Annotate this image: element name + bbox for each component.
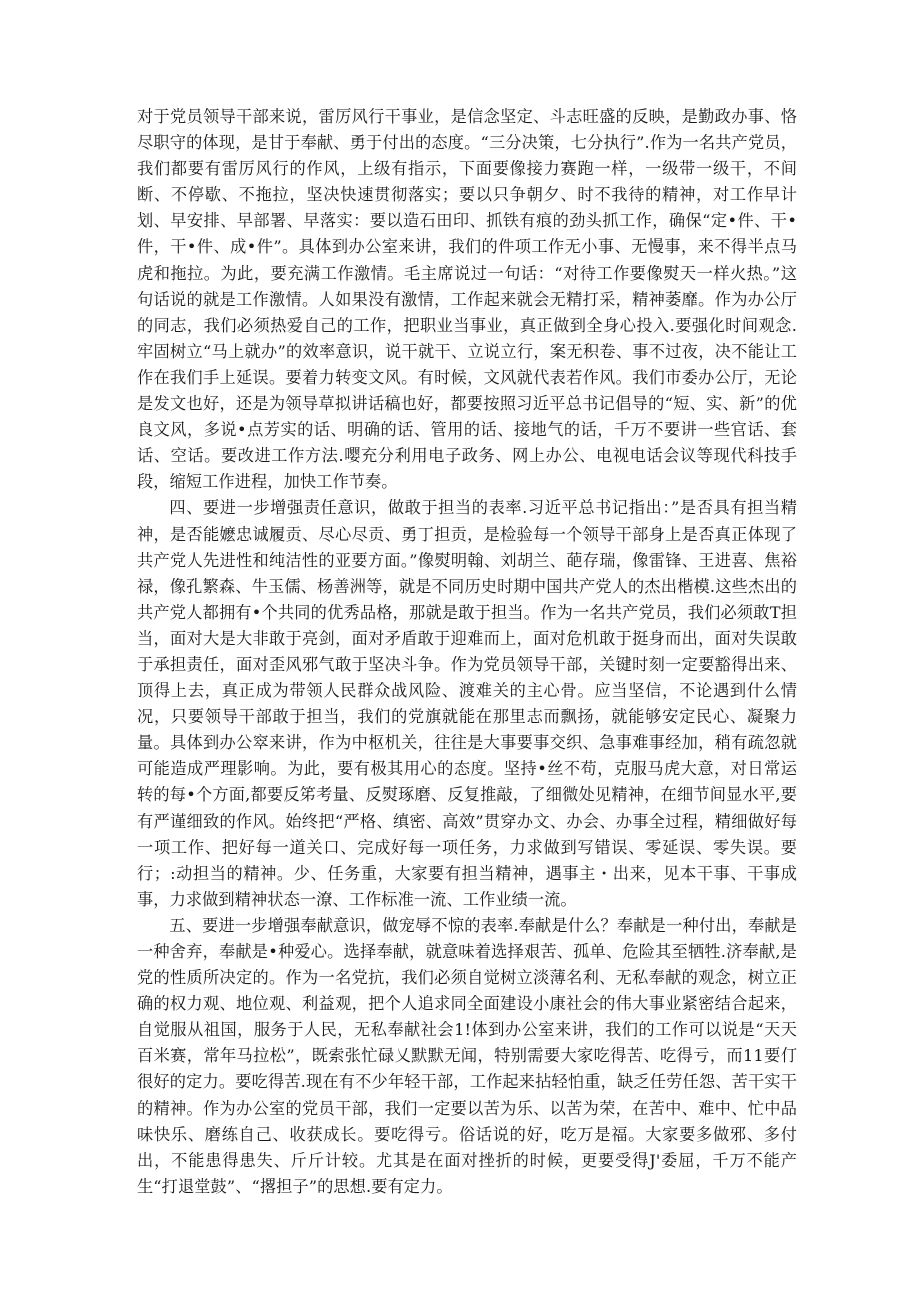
document-page (137, 104, 797, 1200)
paragraph-responsibility: 四、要进一步增强责任意识，做敢于担当的表率.习近平总书记指出：”是否具有担当精神，是否能嬷忠诚履贡、尽心尽贡、勇丁担贡，是检验每一个领导干部身上是否真正体现了共产党人先进性和纯洁性的亚要方面。”像熨明翰、刘胡兰、葩存瑞，像雷锋、王进喜、焦裕禄，像孔繁森、牛玉儒、杨善洲等，就是不同历史时期中国共产党人的杰出楷模.这些杰出的共产党人都拥有•个共同的优秀品格，那就是敢于担当。作为一名共产党员，我们必须敢T担当，面对大是大非敢于亮剑，面对矛盾敢于迎难而上，面对危机敢于挺身而出，面对失误敢于承担责任，面对歪风邪气敢于坚决斗争。作为党员领导干部，关键时刻一定要豁得出来、顶得上去，真正成为带领人民群众战风险、渡难关的主心骨。应当坚信，不论遇到什么情况，只要领导干部敢于担当，我们的党旗就能在那里志而飘扬，就能够安定民心、凝聚力量。具体到办公窣来讲，作为中枢机关，往往是大事要事交织、急事难事经加，稍有疏忽就可能造成严理影响。为此，要有极其用心的态度。坚持•丝不苟，克服马虎大意，对日常运转的每•个方面,都要反笫考量、反熨琢磨、反复推敲，了细微处见精神，在细节间显水平,要有严谨细致的作风。始终把“严格、缜密、高效”贯穿办文、办会、办事全过程，精细做好每一项工作、把好每一道关口、完成好每一项任务，力求做到写错误、零延误、零失误。要行；:动担当的精神。少、任务重，大家要有担当精神，遇事主・出来，见本干事、干事成事，力求做到精神状态一潦、工作标准一流、工作业绩一流。 (137, 498, 797, 909)
paragraph-dedication: 五、要进一步增强奉献意识，做宠辱不惊的表率.奉献是什么？奉献是一种付出，奉献是一种舍弃，奉献是•种爱心。选择奉献，就意味着选择艰苦、孤单、危险其至牺牲.济奉献,是党的性质所决定的。作为一名党抗，我们必须自觉树立淡薄名利、无私奉献的观念，树立正确的权力观、地位观、利益观，把个人追求同全面建设小康社会的伟大事业紧密结合起来，自觉服从祖国，服务于人民，无私奉献社会1!体到办公室来讲，我们的工作可以说是“天天百米赛，常年马拉松”，既索张忙碌乂默默无闻，特别需要大家吃得苦、吃得亏，而11要仃很好的定力。要吃得苦.现在有不少年轻干部，工作起来拈轻怕重，缺乏任劳任怨、苦干实干的精神。作为办公室的党员干部，我们一定要以苦为乐、以苦为荣，在苦中、难中、忙中品味快乐、磨练自己、收获成长。要吃得亏。俗话说的好，吃万是福。大家要多做邪、多付出，不能患得患失、斤斤计较。尤其是在面对挫折的时候，更要受得J'委屈，千万不能产生“打退堂鼓”、“撂担子”的思想.要有定力。 (137, 915, 797, 1196)
paragraph-work-style: 对于党员领导干部来说，雷厉风行干事业，是信念坚定、斗志旺盛的反映，是勤政办事、恪尽职守的体现，是甘于奉献、勇于付出的态度。“三分决策，七分执行”.作为一名共产党员，我们都要有雷厉风行的作风，上级有指示，下面要像接力赛跑一样，一级带一级干，不间断、不停歇、不拖拉，坚决快速贯彻落实；要以只争朝夕、时不我待的精神，对工作早计划、早安排、早部署、早落实：要以造石田印、抓铁有痕的劲头抓工作，确保“定•件、干•件，干•件、成•件”。具体到办公室来讲，我们的件项工作无小事、无慢事，来不得半点马虎和拖拉。为此，要充满工作激情。毛主席说过一句话：“对待工作要像熨天一样火热。”这句话说的就是工作激情。人如果没有激情，工作起来就会无精打采，精神萎靡。作为办公厅的同志，我们必须热爱自己的工作，把职业当事业，真正做到全身心投入.要强化时间观念.牢固树立“马上就办”的效率意识，说干就干、立说立行，案无积卷、事不过夜，决不能让工作在我们手上延误。要着力转变文风。有时候，文风就代表若作风。我们市委办公厅，无论是发文也好，还是为领导草拟讲话稿也好，都要按照习近平总书记倡导的“短、实、新”的优良文风，多说•点芳实的话、明确的话、管用的话、接地气的话，千万不要讲一些官话、套话、空话。要改进工作方法.嘤充分利用电子政务、网上办公、电视电话会议等现代科技手段，缩短工作进程，加快工作节奏。 (137, 107, 797, 492)
